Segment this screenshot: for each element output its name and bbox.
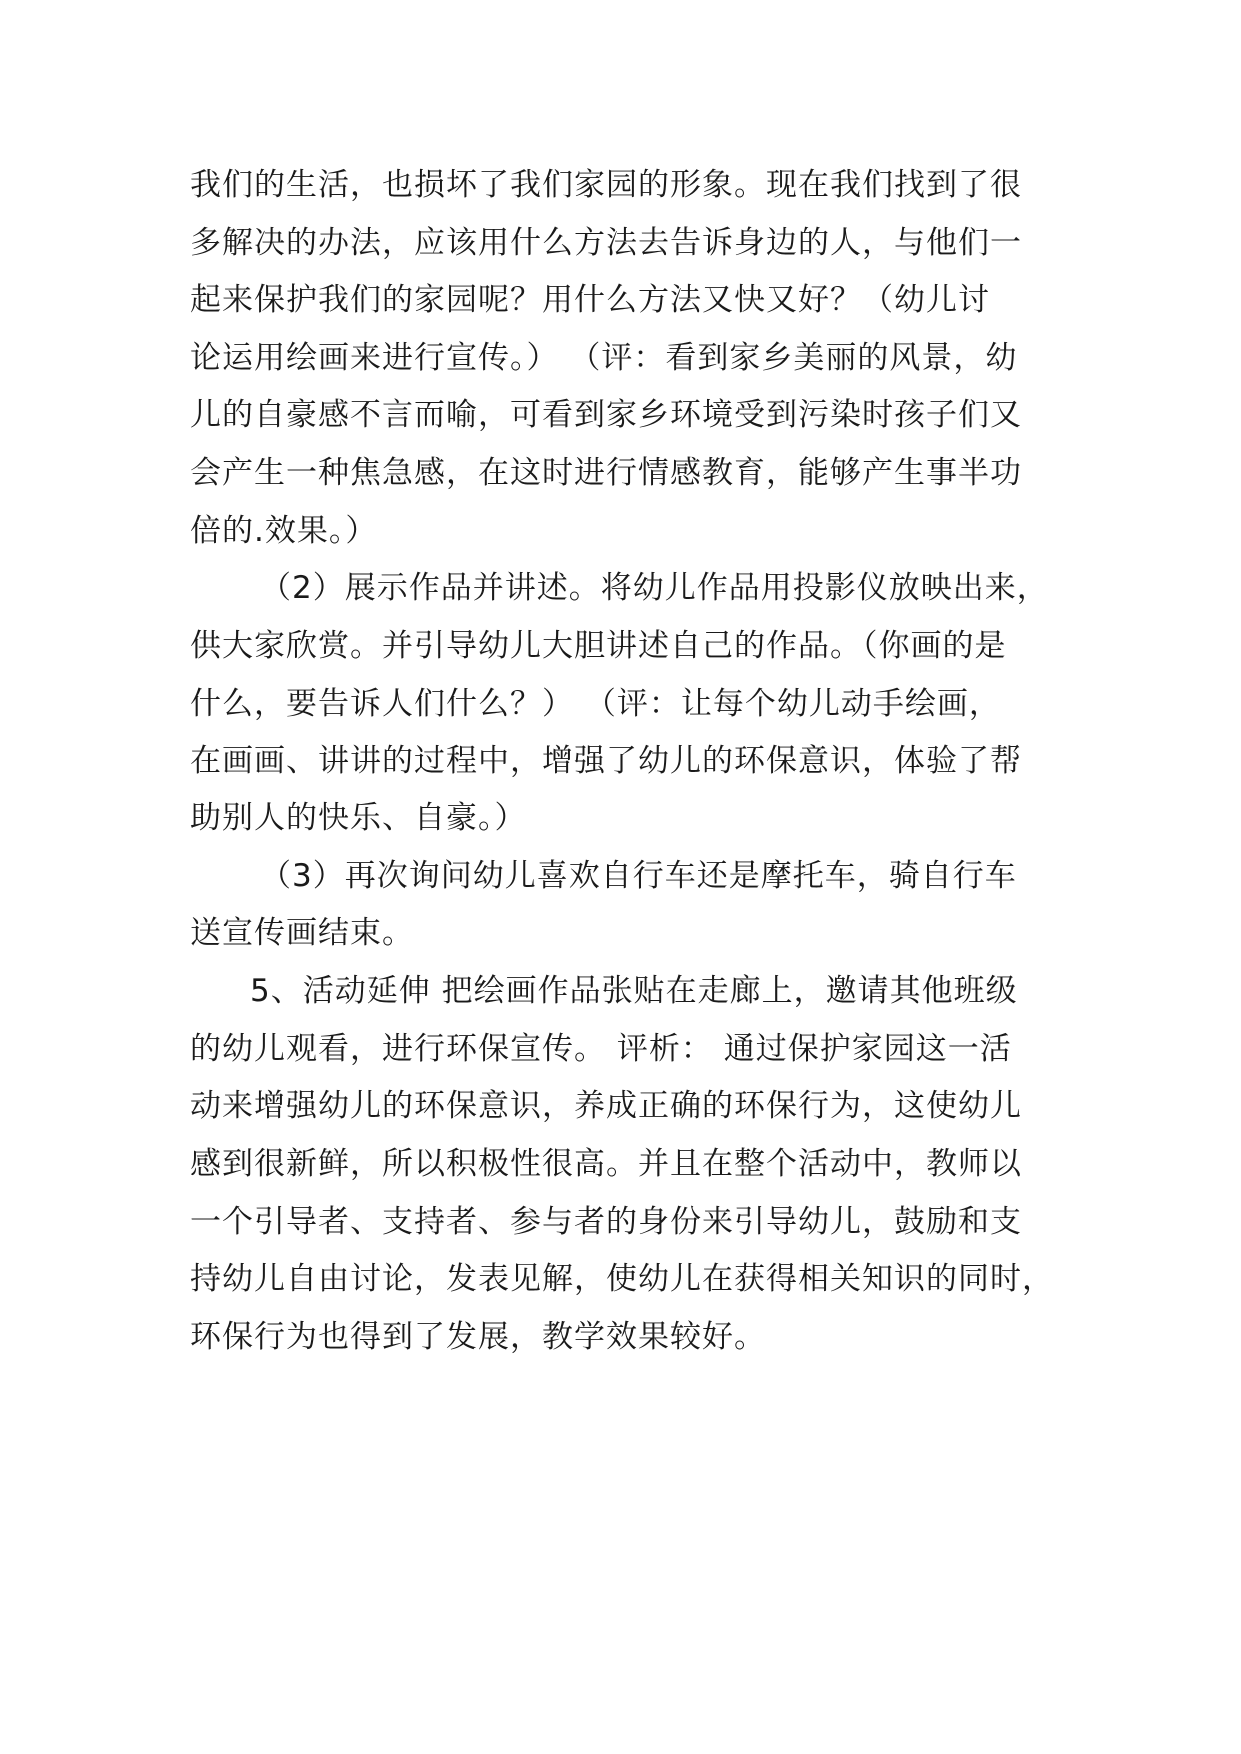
text-line: 倍的.效果。） (190, 513, 378, 549)
paragraph-start-line: 5、活动延伸 把绘画作品张贴在走廊上，邀请其他班级 (250, 973, 1018, 1009)
text-line: 儿的自豪感不言而喻，可看到家乡环境受到污染时孩子们又 (190, 397, 1022, 433)
text-line: 会产生一种焦急感，在这时进行情感教育，能够产生事半功 (190, 455, 1022, 491)
text-line: 供大家欣赏。并引导幼儿大胆讲述自己的作品。（你画的是 (190, 628, 1007, 664)
text-line: 送宣传画结束。 (190, 915, 414, 951)
text-line: 在画画、讲讲的过程中，增强了幼儿的环保意识，体验了帮 (190, 743, 1022, 779)
text-line: 论运用绘画来进行宣传。） （评：看到家乡美丽的风景，幼 (190, 340, 1018, 376)
text-line: 我们的生活，也损坏了我们家园的形象。现在我们找到了很 (190, 167, 1022, 203)
text-line: 多解决的办法，应该用什么方法去告诉身边的人，与他们一 (190, 225, 1022, 261)
text-line: 动来增强幼儿的环保意识，养成正确的环保行为，这使幼儿 (190, 1088, 1022, 1124)
paragraph-start-line: （2）展示作品并讲述。将幼儿作品用投影仪放映出来， (260, 570, 1049, 606)
text-line: 感到很新鲜，所以积极性很高。并且在整个活动中，教师以 (190, 1146, 1022, 1182)
text-line: 什么，要告诉人们什么？） （评：让每个幼儿动手绘画， (190, 686, 1001, 722)
text-line: 持幼儿自由讨论，发表见解，使幼儿在获得相关知识的同时， (190, 1261, 1054, 1297)
text-line: 助别人的快乐、自豪。） (190, 800, 527, 836)
text-line: 的幼儿观看，进行环保宣传。 评析： 通过保护家园这一活 (190, 1031, 1012, 1067)
paragraph-start-line: （3）再次询问幼儿喜欢自行车还是摩托车，骑自行车 (260, 858, 1017, 894)
text-line: 环保行为也得到了发展，教学效果较好。 (190, 1319, 766, 1355)
text-line: 起来保护我们的家园呢？用什么方法又快又好？（幼儿讨 (190, 282, 990, 318)
text-line: 一个引导者、支持者、参与者的身份来引导幼儿，鼓励和支 (190, 1204, 1022, 1240)
